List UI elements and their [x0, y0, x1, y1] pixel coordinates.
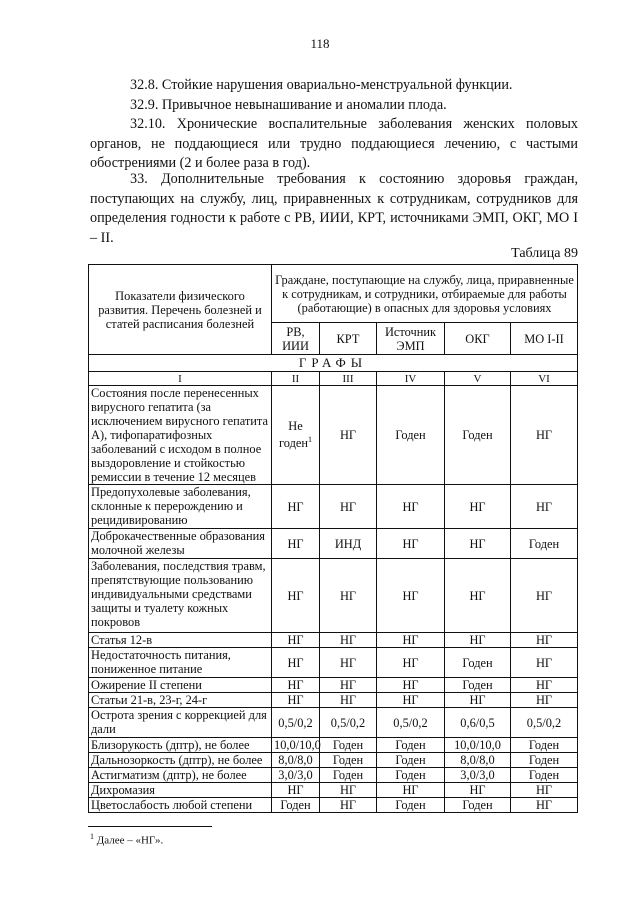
cell-rv-iii: 0,5/0,2	[272, 708, 320, 738]
roman-numeral: IV	[377, 372, 445, 386]
table-row	[89, 768, 578, 783]
cell-krt: НГ	[320, 633, 377, 648]
cell-krt: 0,5/0,2	[320, 708, 377, 738]
cell-okg: Годен	[445, 678, 511, 693]
cell-okg: 3,0/3,0	[445, 768, 511, 783]
cell-emp: НГ	[377, 678, 445, 693]
cell-okg: Годен	[445, 648, 511, 678]
cell-rv-iii: НГ	[272, 559, 320, 633]
cell-okg: НГ	[445, 559, 511, 633]
cell-mo: НГ	[511, 633, 578, 648]
cell-emp: НГ	[377, 559, 445, 633]
footnote-number: 1	[90, 832, 94, 841]
cell-krt: НГ	[320, 386, 377, 485]
cell-mo: Годен	[511, 753, 578, 768]
roman-numeral: V	[445, 372, 511, 386]
row-indicator: Острота зрения с коррекцией для дали	[89, 708, 272, 738]
cell-emp: НГ	[377, 693, 445, 708]
cell-emp: НГ	[377, 529, 445, 559]
cell-mo: Годен	[511, 768, 578, 783]
cell-rv-iii: НГ	[272, 783, 320, 798]
column-header-krt: КРТ	[320, 323, 377, 355]
table-row	[89, 485, 578, 529]
cell-emp: Годен	[377, 753, 445, 768]
cell-mo: НГ	[511, 783, 578, 798]
cell-emp: Годен	[377, 386, 445, 485]
cell-okg: НГ	[445, 633, 511, 648]
cell-emp: Годен	[377, 768, 445, 783]
table-row	[89, 708, 578, 738]
cell-rv-iii: НГ	[272, 485, 320, 529]
paragraph-32-8: 32.8. Стойкие нарушения овариально-менструальной функции.	[130, 77, 513, 93]
cell-emp: НГ	[377, 783, 445, 798]
cell-emp: Годен	[377, 738, 445, 753]
cell-rv-iii: 10,0/10,0	[272, 738, 320, 753]
table-row	[89, 529, 578, 559]
row-indicator: Дихромазия	[89, 783, 272, 798]
cell-okg: 10,0/10,0	[445, 738, 511, 753]
cell-mo: НГ	[511, 485, 578, 529]
cell-krt: Годен	[320, 768, 377, 783]
cell-okg: Годен	[445, 386, 511, 485]
row-indicator: Недостаточность питания, пониженное питание	[89, 648, 272, 678]
header-indicator: Показатели физического развития. Перечень болезней и статей расписания болезней	[89, 265, 272, 355]
cell-okg: 0,6/0,5	[445, 708, 511, 738]
cell-emp: НГ	[377, 485, 445, 529]
row-indicator: Дальнозоркость (дптр), не более	[89, 753, 272, 768]
paragraph-32-9: 32.9. Привычное невынашивание и аномалии плода.	[130, 97, 447, 113]
row-indicator: Заболевания, последствия травм, препятствующие пользованию индивидуальными средствами защиты и туалету кожных покровов	[89, 559, 272, 633]
row-indicator: Ожирение II степени	[89, 678, 272, 693]
roman-numeral: VI	[511, 372, 578, 386]
footnote-marker: 1	[308, 435, 313, 445]
cell-rv-iii: Годен	[272, 798, 320, 813]
cell-okg: НГ	[445, 693, 511, 708]
cell-okg: НГ	[445, 485, 511, 529]
column-header-mo: МО I-II	[511, 323, 578, 355]
table-row	[89, 693, 578, 708]
column-header-okg: ОКГ	[445, 323, 511, 355]
cell-krt: НГ	[320, 485, 377, 529]
cell-krt: НГ	[320, 783, 377, 798]
cell-rv-iii: НГ	[272, 529, 320, 559]
table-row	[89, 559, 578, 633]
table-caption: Таблица 89	[511, 246, 578, 261]
cell-value: Не годен	[278, 419, 309, 451]
cell-mo: НГ	[511, 559, 578, 633]
table-row	[89, 678, 578, 693]
cell-rv-iii: НГ	[272, 633, 320, 648]
table-row	[89, 783, 578, 798]
cell-rv-iii: НГ	[272, 648, 320, 678]
cell-krt: НГ	[320, 798, 377, 813]
column-header-emp: Источник ЭМП	[377, 323, 445, 355]
cell-krt: ИНД	[320, 529, 377, 559]
roman-numeral: II	[272, 372, 320, 386]
row-indicator: Предопухолевые заболевания, склонные к перерождению и рецидивированию	[89, 485, 272, 529]
cell-okg: НГ	[445, 529, 511, 559]
cell-mo: НГ	[511, 386, 578, 485]
table-row	[89, 633, 578, 648]
row-indicator: Статьи 21-в, 23-г, 24-г	[89, 693, 272, 708]
footnote-text: Далее – «НГ».	[96, 834, 164, 847]
cell-krt: НГ	[320, 693, 377, 708]
cell-krt: Годен	[320, 753, 377, 768]
cell-emp: НГ	[377, 633, 445, 648]
row-indicator: Астигматизм (дптр), не более	[89, 768, 272, 783]
cell-mo: 0,5/0,2	[511, 708, 578, 738]
cell-okg: НГ	[445, 783, 511, 798]
row-indicator: Доброкачественные образования молочной железы	[89, 529, 272, 559]
cell-krt: НГ	[320, 648, 377, 678]
column-header-rv-iii: РВ, ИИИ	[272, 323, 320, 355]
row-indicator: Близорукость (дптр), не более	[89, 738, 272, 753]
row-indicator: Состояния после перенесенных вирусного гепатита (за исключением вирусного гепатита А), тифопаратифозных заболеваний с исходом в полное выздоровление и стойкостью ремиссии в течение 12 месяцев	[89, 386, 272, 485]
cell-emp: НГ	[377, 648, 445, 678]
cell-mo: Годен	[511, 738, 578, 753]
cell-mo: НГ	[511, 798, 578, 813]
paragraph-33: 33. Дополнительные требования к состоянию здоровья граждан, поступающих на службу, лиц, приравненных к сотрудникам, сотрудников для определения годности к работе с РВ, ИИИ, КРТ, источниками ЭМП, ОКГ, МО I – II.	[90, 171, 578, 246]
footnote	[90, 832, 163, 847]
roman-numeral: I	[89, 372, 272, 386]
header-group: Граждане, поступающие на службу, лица, приравненные к сотрудникам, и сотрудники, отбираемые для работы (работающие) в опасных для здоровья условиях	[272, 265, 578, 323]
cell-rv-iii: НГ	[272, 693, 320, 708]
cell-okg: Годен	[445, 798, 511, 813]
cell-rv-iii	[272, 386, 320, 485]
roman-numeral: III	[320, 372, 377, 386]
row-indicator: Цветослабость любой степени	[89, 798, 272, 813]
cell-mo: НГ	[511, 678, 578, 693]
grafy-label: ГРАФЫ	[89, 355, 578, 372]
requirements-table	[88, 264, 578, 813]
cell-emp: Годен	[377, 798, 445, 813]
cell-rv-iii: 3,0/3,0	[272, 768, 320, 783]
table-row	[89, 738, 578, 753]
cell-mo: НГ	[511, 648, 578, 678]
cell-mo: НГ	[511, 693, 578, 708]
cell-krt: НГ	[320, 678, 377, 693]
table-row	[89, 753, 578, 768]
cell-mo: Годен	[511, 529, 578, 559]
table-row	[89, 386, 578, 485]
row-indicator: Статья 12-в	[89, 633, 272, 648]
cell-okg: 8,0/8,0	[445, 753, 511, 768]
cell-rv-iii: 8,0/8,0	[272, 753, 320, 768]
page-number: 118	[310, 36, 330, 51]
paragraph-32-10: 32.10. Хронические воспалительные заболевания женских половых органов, не поддающиеся или трудно поддающиеся лечению, с частыми обострениями (2 и более раза в год).	[90, 116, 578, 171]
cell-krt: НГ	[320, 559, 377, 633]
footnote-divider	[88, 826, 212, 827]
table-row	[89, 798, 578, 813]
table-row	[89, 648, 578, 678]
cell-krt: Годен	[320, 738, 377, 753]
cell-rv-iii: НГ	[272, 678, 320, 693]
cell-emp: 0,5/0,2	[377, 708, 445, 738]
